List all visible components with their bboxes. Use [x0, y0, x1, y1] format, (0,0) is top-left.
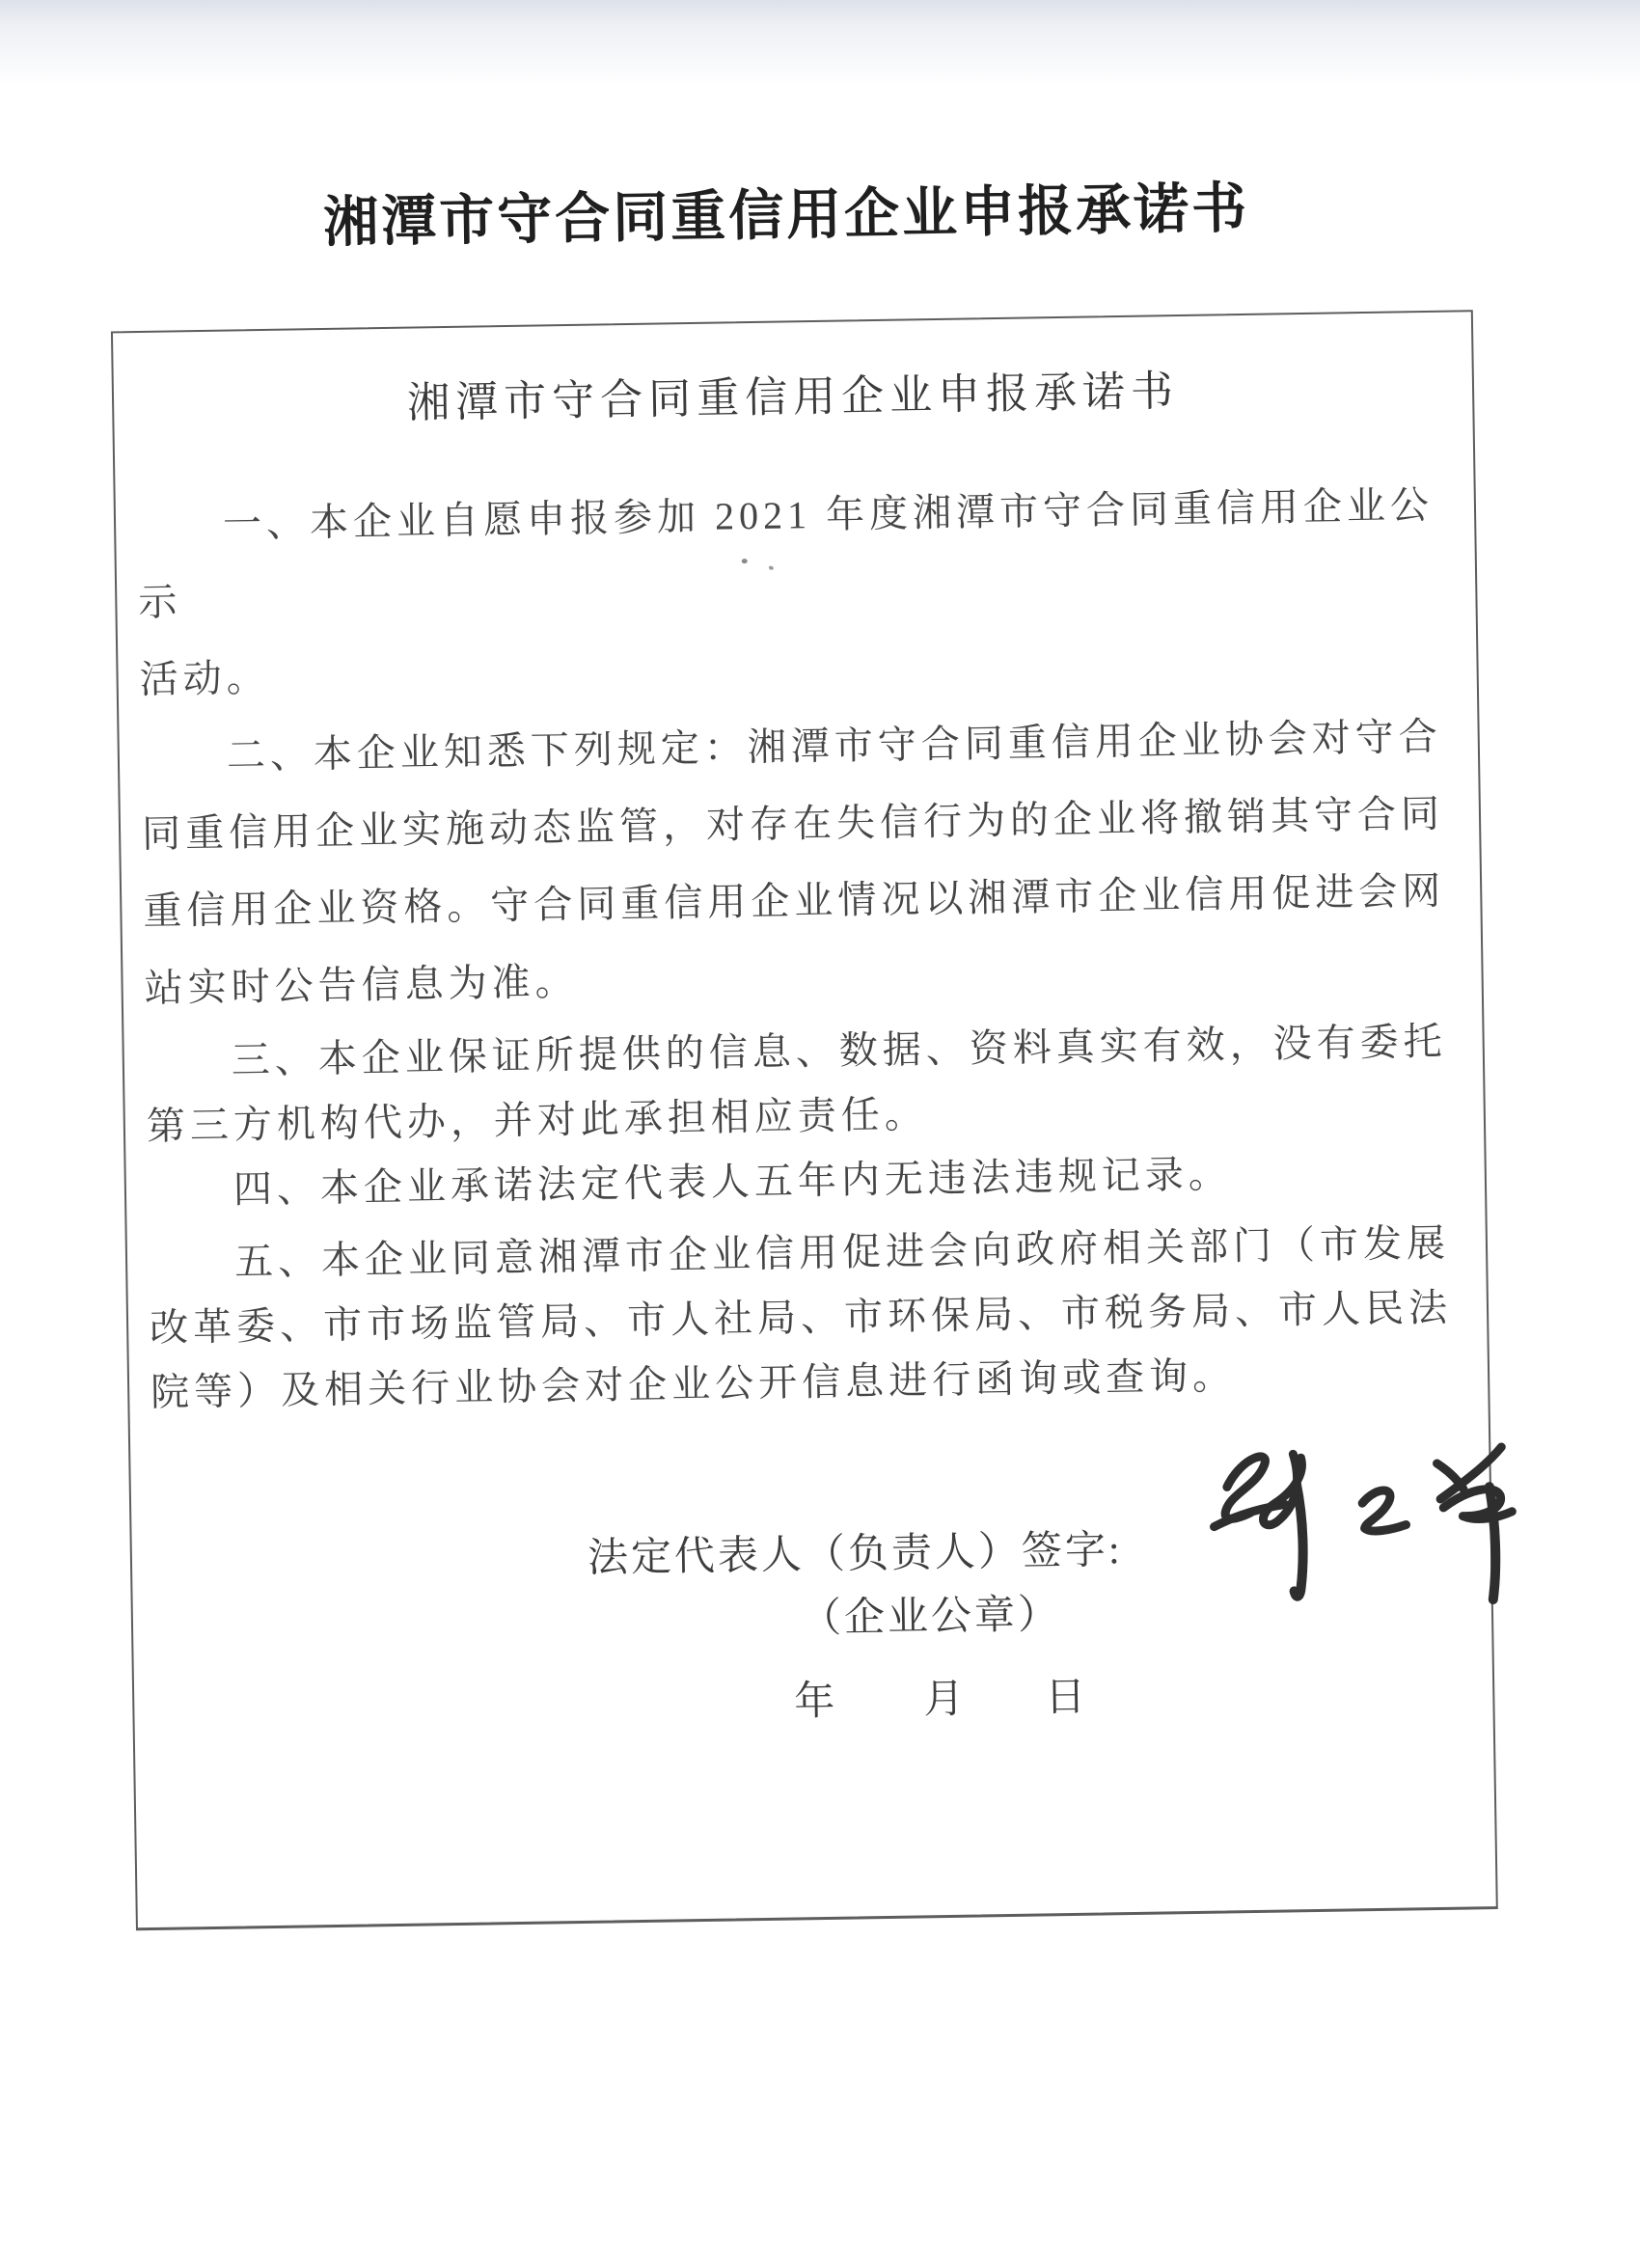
- page-title: 湘潭市守合同重信用企业申报承诺书: [322, 177, 1250, 254]
- paragraph-line: 重信用企业资格。守合同重信用企业情况以湘潭市企业信用促进会网: [143, 868, 1446, 933]
- paragraph-5: [149, 1211, 1456, 1425]
- paragraph-3: [145, 1009, 1451, 1159]
- paragraph-line: 院等）及相关行业协会对企业公开信息进行函询或查询。: [150, 1353, 1237, 1414]
- signature-label: 法定代表人（负责人）签字:: [587, 1528, 1123, 1581]
- declaration-box: [111, 310, 1498, 1930]
- paragraph-line: 第三方机构代办，并对此承担相应责任。: [146, 1092, 929, 1148]
- paragraph-1: [136, 467, 1444, 719]
- handwritten-signature: [1199, 1419, 1530, 1626]
- paragraph-line: 五、本企业同意湘潭市企业信用促进会向政府相关部门（市发展: [233, 1220, 1451, 1284]
- date-month-label: 月: [922, 1677, 965, 1723]
- paragraph-line: 二、本企业知悉下列规定：湘潭市守合同重信用企业协会对守合: [226, 714, 1443, 778]
- company-seal-note: （企业公章）: [800, 1593, 1062, 1642]
- paragraph-line: 站实时公告信息为准。: [144, 959, 579, 1010]
- paragraph-line: 活动。: [139, 655, 270, 702]
- body-text: [136, 467, 1455, 1425]
- date-year-label: 年: [793, 1679, 835, 1725]
- paragraph-line: 一、本企业自愿申报参加 2021 年度湘潭市守合同重信用企业公示: [138, 482, 1435, 625]
- paragraph-line: 四、本企业承诺法定代表人五年内无违法违规记录。: [232, 1152, 1233, 1212]
- date-line: [794, 1665, 1086, 1728]
- paragraph-2: [140, 698, 1449, 1027]
- inner-title: 湘潭市守合同重信用企业申报承诺书: [406, 368, 1180, 427]
- paragraph-line: 三、本企业保证所提供的信息、数据、资料真实有效，没有委托: [231, 1019, 1448, 1082]
- paragraph-line: 同重信用企业实施动态监管，对存在失信行为的企业将撤销其守合同: [141, 791, 1445, 856]
- paragraph-line: 改革委、市市场监管局、市人社局、市环保局、市税务局、市人民法: [149, 1285, 1453, 1350]
- date-day-label: 日: [1044, 1675, 1086, 1721]
